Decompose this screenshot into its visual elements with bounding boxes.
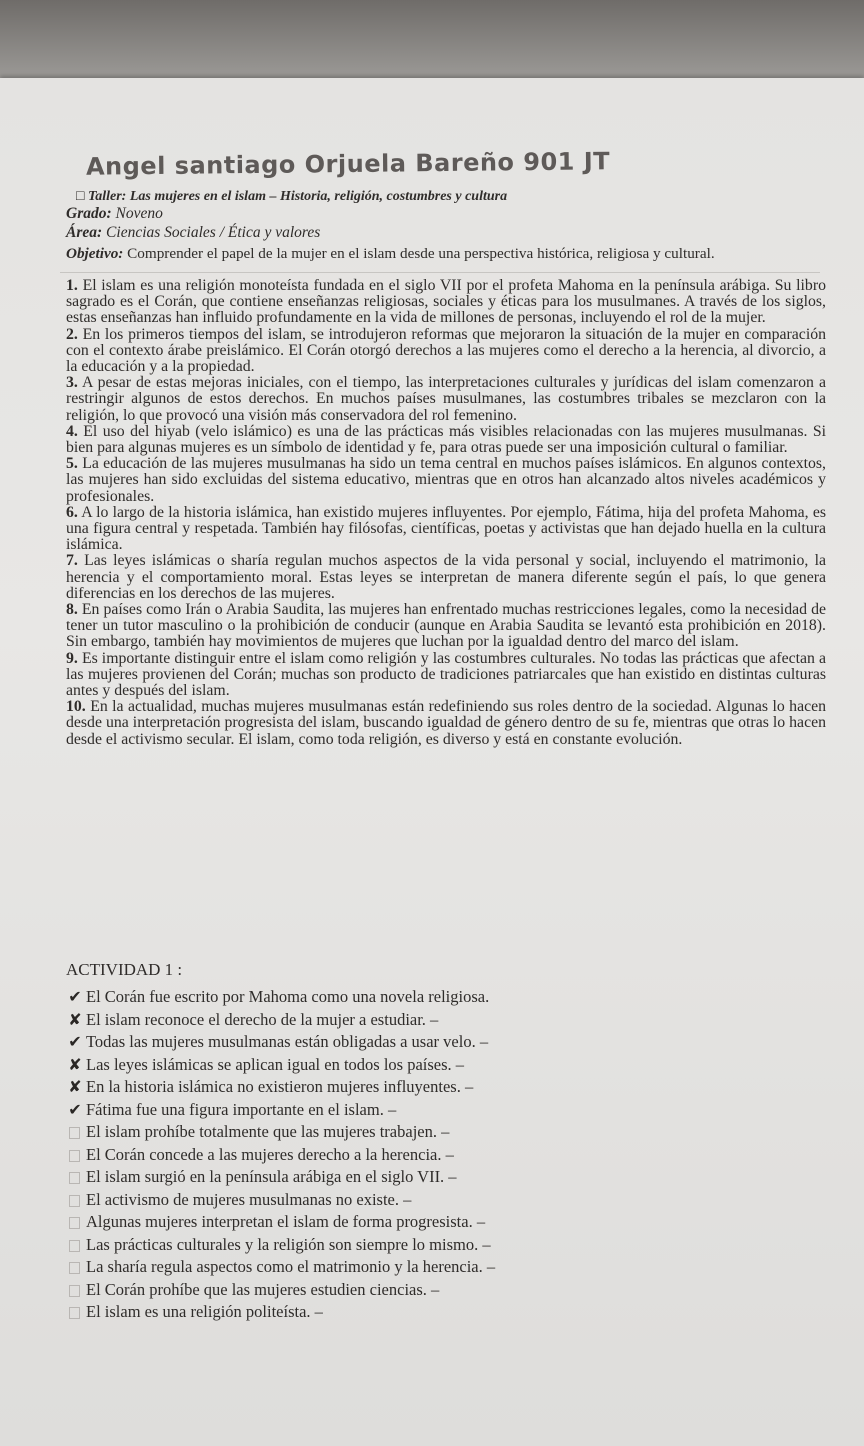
activity-item[interactable] xyxy=(66,1211,826,1234)
statement-text: El islam es una religión politeísta. – xyxy=(86,1302,323,1321)
statement-text: Fátima fue una figura importante en el islam. – xyxy=(86,1099,397,1119)
paragraph-text: El uso del hiyab (velo islámico) es una de las prácticas más visibles relacionadas con las mujeres musulmanas. Si bien para algunas mujeres es un símbolo de identidad y fe, para otras puede ser una imposición cultural o familiar. xyxy=(66,422,827,457)
statement-text: La sharía regula aspectos como el matrimonio y la herencia. – xyxy=(86,1257,496,1276)
checkbox-icon: □ xyxy=(76,189,85,204)
paragraph-2 xyxy=(66,327,826,376)
paragraph-text: En la actualidad, muchas mujeres musulmanas están redefiniendo sus roles dentro de la sociedad. Algunas lo hacen desde una interpretación progresista del islam, buscando igualdad de género dentro de su fe, mientras que otras lo hacen desde el activismo secular. El islam, como toda religión, es diverso y está en constante evolución. xyxy=(66,698,826,748)
paragraph-number: 9. xyxy=(66,649,78,667)
objective-value: Comprender el papel de la mujer en el islam desde una perspectiva histórica, religiosa y cultural. xyxy=(127,245,715,262)
check-mark-icon: ✔ xyxy=(68,1032,82,1051)
paragraph-number: 10. xyxy=(66,698,86,716)
activity-item[interactable] xyxy=(66,1256,826,1279)
empty-checkbox-icon[interactable] xyxy=(69,1127,80,1139)
cross-mark-icon: ✘ xyxy=(68,1009,82,1029)
activity-item[interactable] xyxy=(66,1009,826,1032)
student-name-handwritten: Angel santiago Orjuela Bareño 901 JT xyxy=(85,147,611,181)
paragraph-10 xyxy=(66,699,826,748)
empty-checkbox-icon[interactable] xyxy=(69,1307,80,1319)
paragraph-text: El islam es una religión monoteísta fundada en el siglo VII por el profeta Mahoma en la península arábiga. Su libro sagrado es el Corán, que contiene enseñanzas religiosas, sociales y éticas para los musulmanes. A través de los siglos, estas enseñanzas han influido profundamente en la vida de millones de personas, incluyendo el rol de la mujer. xyxy=(66,277,826,327)
activity-title: ACTIVIDAD 1 : xyxy=(66,960,183,979)
empty-checkbox-icon[interactable] xyxy=(69,1172,80,1184)
cross-mark-icon: ✘ xyxy=(68,1054,82,1074)
activity-item[interactable] xyxy=(66,1076,826,1099)
statement-text: El islam prohíbe totalmente que las mujeres trabajen. – xyxy=(86,1122,450,1141)
paragraph-number: 6. xyxy=(66,503,78,521)
empty-checkbox-icon[interactable] xyxy=(69,1150,80,1162)
background-surface xyxy=(0,0,864,80)
statement-text: Todas las mujeres musulmanas están obligadas a usar velo. – xyxy=(86,1032,489,1051)
paragraph-5 xyxy=(66,456,826,505)
statement-text: Algunas mujeres interpretan el islam de forma progresista. – xyxy=(86,1212,486,1231)
paragraph-text: A lo largo de la historia islámica, han existido mujeres influyentes. Por ejemplo, Fátima, hija del profeta Mahoma, es una figura central y respetada. También hay filósofas, científicas, poetas y activistas que han dejado huella en la cultura islámica. xyxy=(66,503,826,554)
empty-checkbox-icon[interactable] xyxy=(69,1195,80,1207)
activity-item[interactable] xyxy=(66,1099,826,1122)
divider xyxy=(60,272,820,273)
paragraph-text: En los primeros tiempos del islam, se introdujeron reformas que mejoraron la situación de la mujer en comparación con el contexto árabe preislámico. El Corán otorgó derechos a las mujeres como el derecho a la herencia, al divorcio, a la educación y a la propiedad. xyxy=(66,325,827,376)
paragraph-number: 3. xyxy=(66,374,78,392)
paragraph-number: 7. xyxy=(66,552,78,570)
paragraph-number: 8. xyxy=(66,601,78,619)
paragraph-text: Es importante distinguir entre el islam como religión y las costumbres culturales. No todas las prácticas que afectan a las mujeres provienen del Corán; muchas son producto de tradiciones patriarcales que han existido en distintas culturas antes y después del islam. xyxy=(66,649,826,700)
title-label: Taller: xyxy=(87,189,127,204)
statement-text: El activismo de mujeres musulmanas no existe. – xyxy=(86,1189,412,1209)
paragraph-text: La educación de las mujeres musulmanas ha sido un tema central en muchos países islámicos. En algunos contextos, las mujeres han sido excluidas del sistema educativo, mientras que en otros han alcanzado altos niveles académicos y profesionales. xyxy=(66,455,826,505)
statement-text: El islam surgió en la península arábiga en el siglo VII. – xyxy=(86,1167,457,1186)
activity-item[interactable] xyxy=(66,986,826,1009)
area-line xyxy=(66,224,826,241)
statement-text: El Corán concede a las mujeres derecho a la herencia. – xyxy=(86,1144,454,1164)
objective-line xyxy=(66,245,826,262)
statement-text: El Corán prohíbe que las mujeres estudien ciencias. – xyxy=(86,1279,440,1299)
empty-checkbox-icon[interactable] xyxy=(69,1217,80,1229)
activity-section xyxy=(66,960,826,1324)
activity-item[interactable] xyxy=(66,1234,826,1257)
area-label: Área: xyxy=(66,224,103,241)
paragraph-number: 5. xyxy=(66,455,78,473)
title-text: Las mujeres en el islam – Historia, religión, costumbres y cultura xyxy=(129,189,508,204)
activity-item[interactable] xyxy=(66,1279,826,1302)
grade-line xyxy=(66,205,826,222)
activity-item[interactable] xyxy=(66,1121,826,1144)
check-mark-icon: ✔ xyxy=(68,987,82,1006)
statement-text: El islam reconoce el derecho de la mujer a estudiar. – xyxy=(86,1009,439,1029)
paragraph-3 xyxy=(66,375,826,424)
area-value: Ciencias Sociales / Ética y valores xyxy=(106,224,321,241)
worksheet-title xyxy=(76,188,826,205)
paragraph-8 xyxy=(66,602,826,651)
paragraph-number: 2. xyxy=(66,325,78,343)
empty-checkbox-icon[interactable] xyxy=(69,1285,80,1297)
grade-label: Grado: xyxy=(66,205,112,222)
paragraph-text: A pesar de estas mejoras iniciales, con el tiempo, las interpretaciones culturales y jurídicas del islam comenzaron a restringir algunos de estos derechos. En muchos países musulmanes, las costumbres tribales se mezclaron con la religión, lo que provocó una visión más conservadora del rol femenino. xyxy=(66,374,826,424)
paragraph-4 xyxy=(66,424,826,456)
empty-checkbox-icon[interactable] xyxy=(69,1262,80,1274)
activity-item[interactable] xyxy=(66,1301,826,1324)
check-mark-icon: ✔ xyxy=(68,1099,82,1119)
paragraph-number: 1. xyxy=(66,277,78,294)
cross-mark-icon: ✘ xyxy=(68,1077,82,1096)
paragraph-1 xyxy=(66,278,826,327)
paragraph-text: En países como Irán o Arabia Saudita, las mujeres han enfrentado muchas restricciones legales, como la necesidad de tener un tutor masculino o la prohibición de conducir (aunque en Arabia Saudita se levantó esta prohibición en 2018). Sin embargo, también hay movimientos de mujeres que luchan por la igualdad dentro del marco del islam. xyxy=(66,601,827,651)
activity-item[interactable] xyxy=(66,1144,826,1167)
activity-item[interactable] xyxy=(66,1031,826,1054)
worksheet-header xyxy=(66,188,826,262)
grade-value: Noveno xyxy=(115,205,163,222)
paragraph-text: Las leyes islámicas o sharía regulan muchos aspectos de la vida personal y social, incluyendo el matrimonio, la herencia y el comportamiento moral. Estas leyes se interpretan de manera diferente según el país, lo que genera diferencias en los derechos de las mujeres. xyxy=(66,552,826,602)
reading-text xyxy=(66,278,826,748)
activity-item[interactable] xyxy=(66,1054,826,1077)
paragraph-6 xyxy=(66,505,826,554)
statement-text: Las leyes islámicas se aplican igual en todos los países. – xyxy=(86,1054,465,1074)
activity-item[interactable] xyxy=(66,1166,826,1189)
empty-checkbox-icon[interactable] xyxy=(69,1240,80,1252)
statement-text: El Corán fue escrito por Mahoma como una novela religiosa. xyxy=(86,987,490,1006)
statement-text: Las prácticas culturales y la religión son siempre lo mismo. – xyxy=(86,1234,491,1254)
statement-text: En la historia islámica no existieron mujeres influyentes. – xyxy=(86,1077,474,1096)
paragraph-9 xyxy=(66,651,826,700)
paragraph-number: 4. xyxy=(66,422,78,440)
paragraph-7 xyxy=(66,553,826,602)
objective-label: Objetivo: xyxy=(66,245,124,262)
activity-item[interactable] xyxy=(66,1189,826,1212)
